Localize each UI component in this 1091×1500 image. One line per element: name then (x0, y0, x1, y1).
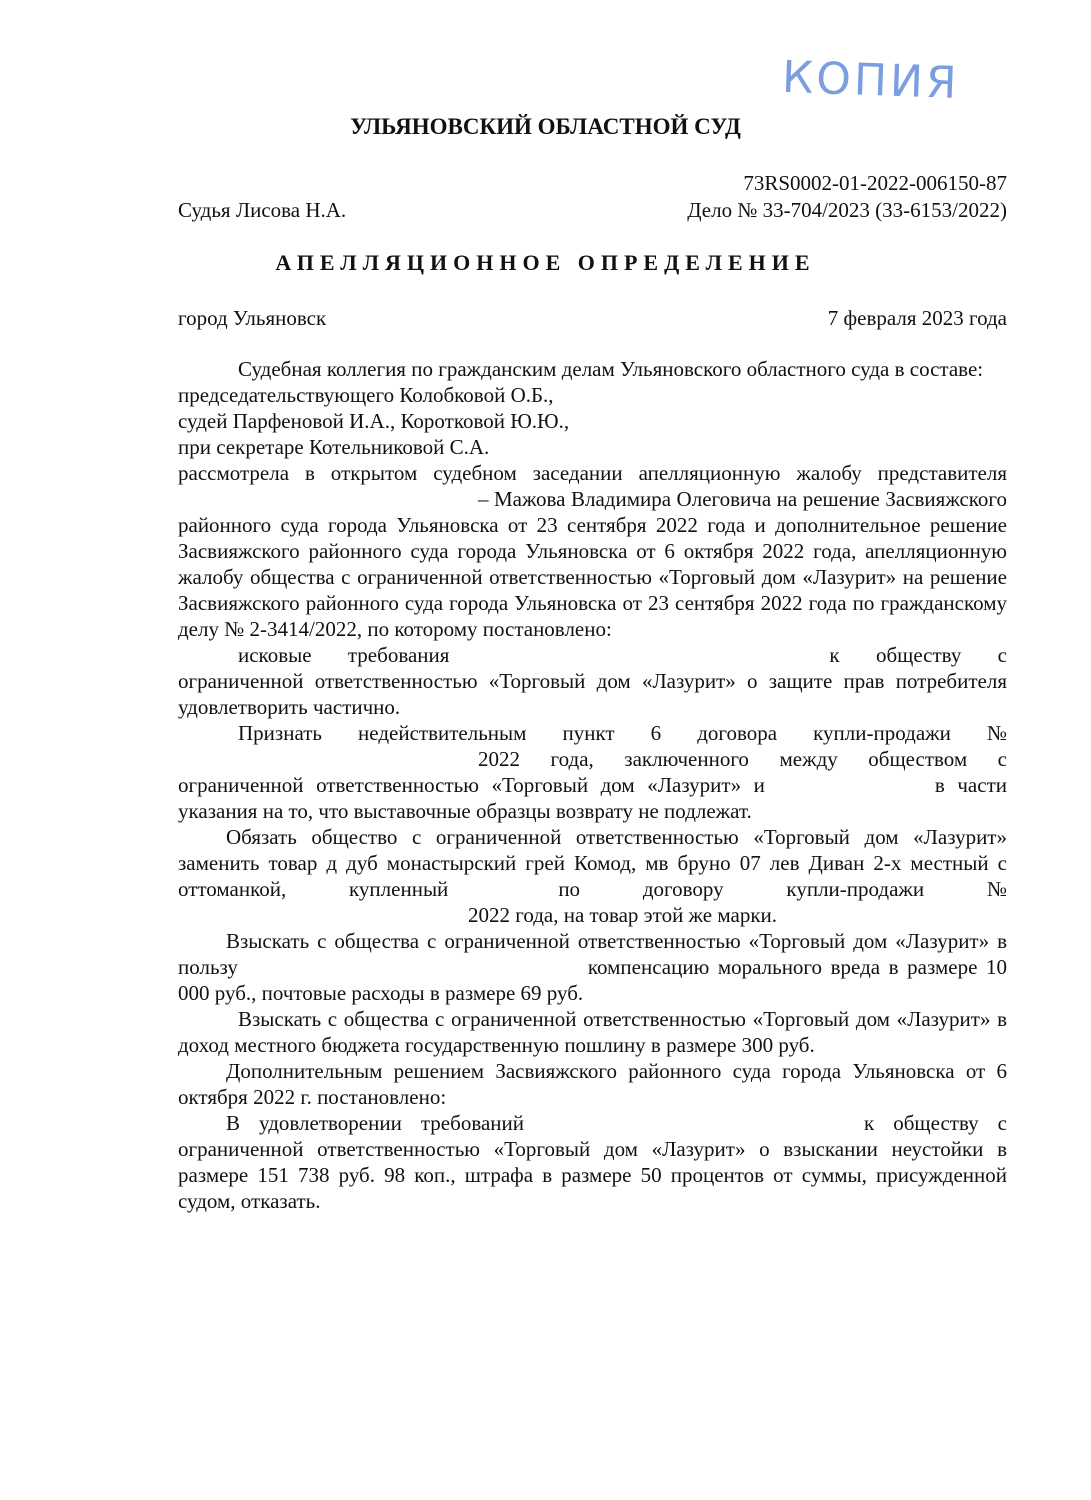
refusal-text-a: В удовлетворении требований (226, 1111, 524, 1135)
court-name: УЛЬЯНОВСКИЙ ОБЛАСТНОЙ СУД (350, 114, 741, 139)
paragraph-refusal (178, 1110, 1007, 1214)
refusal-text-b: к обществу с ограниченной ответственностью «Торговый дом «Лазурит» о взыскании неустойки в размере 151 738 руб. 98 коп., штрафа в размере 50 процентов от суммы, присужденной судом, отказать. (178, 1111, 1008, 1213)
clause-text-a: Признать недействительным пункт 6 договора купли-продажи № (238, 721, 1007, 745)
clause-text-b: 2022 года, заключенного между обществом с ограниченной ответственностью «Торговый дом «Лазурит» и (178, 747, 1007, 797)
copy-stamp: КОПИЯ (781, 51, 961, 110)
paragraph-state-duty: Взыскать с общества с ограниченной ответственностью «Торговый дом «Лазурит» в доход местного бюджета государственную пошлину в размере 300 руб. (178, 1007, 1007, 1057)
paragraph-appeal (178, 460, 1007, 642)
claims-text-start: исковые требования (238, 643, 450, 667)
case-uid: 73RS0002-01-2022-006150-87 (743, 171, 1007, 195)
decision-date: 7 февраля 2023 года (827, 306, 1007, 330)
line-judges: судей Парфеновой И.А., Коротковой Ю.Ю., (178, 409, 570, 433)
document-body (178, 356, 1007, 1214)
replace-text-b: по договору купли-продажи № (558, 877, 1007, 901)
paragraph-claims (178, 642, 1007, 720)
paragraph-replace-goods (178, 824, 1007, 928)
clause-text-c: в части указания на то, что выставочные образцы возврату не подлежат. (178, 773, 1007, 823)
line-presiding: председательствующего Колобковой О.Б., (178, 383, 554, 407)
line-secretary: при секретаре Котельниковой С.А. (178, 435, 490, 459)
damage-text-a: Взыскать с общества с ограниченной ответственностью «Торговый дом «Лазурит» в пользу (178, 929, 1007, 979)
judge-name: Судья Лисова Н.А. (178, 198, 347, 222)
paragraph-moral-damage (178, 928, 1007, 1006)
document-title: АПЕЛЛЯЦИОННОЕ ОПРЕДЕЛЕНИЕ (275, 250, 816, 275)
paragraph-panel: Судебная коллегия по гражданским делам Ульяновского областного суда в составе: (238, 357, 984, 381)
claims-text-end: к обществу с ограниченной ответственностью «Торговый дом «Лазурит» о защите прав потребителя удовлетворить частично. (178, 643, 1008, 719)
damage-text-b: компенсацию морального вреда в размере 10 000 руб., почтовые расходы в размере 69 руб. (178, 955, 1007, 1005)
replace-text-a: Обязать общество с ограниченной ответственностью «Торговый дом «Лазурит» заменить товар д дуб монастырский грей Комод, мв бруно 07 лев Диван 2-х местный с оттоманкой, купленный (178, 825, 1007, 901)
appeal-text-end: – Мажова Владимира Олеговича на решение Засвияжского районного суда города Ульяновска от 23 сентября 2022 года и дополнительное решение Засвияжского районного суда города Ульяновска от 6 октября 2022 года, апелляционную жалобу общества с ограниченной ответственностью «Торговый дом «Лазурит» на решение Засвияжского районного суда города Ульяновска от 23 сентября 2022 года по гражданскому делу № 2-3414/2022, по которому постановлено: (178, 487, 1007, 641)
replace-text-c: 2022 года, на товар этой же марки. (468, 903, 778, 927)
paragraph-invalid-clause (178, 720, 1007, 824)
appeal-text-start: рассмотрела в открытом судебном заседании апелляционную жалобу представителя (178, 461, 1007, 485)
paragraph-additional-decision: Дополнительным решением Засвияжского районного суда города Ульяновска от 6 октября 2022 г. постановлено: (178, 1059, 1007, 1109)
case-number: Дело № 33-704/2023 (33-6153/2022) (687, 198, 1007, 222)
city: город Ульяновск (178, 306, 327, 330)
